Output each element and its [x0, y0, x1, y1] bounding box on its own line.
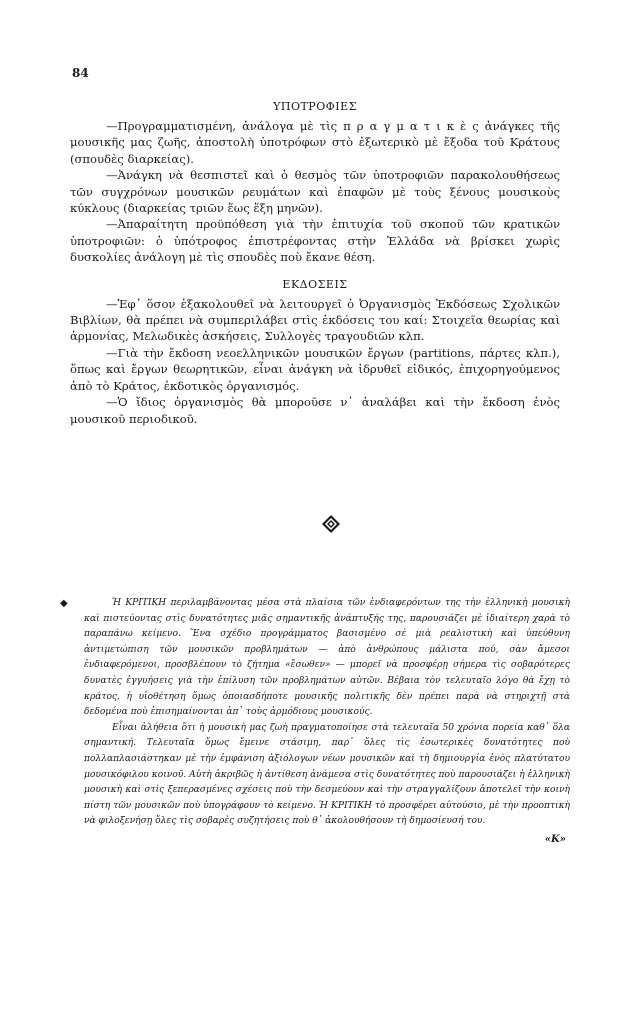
editorial-paragraph: [60, 596, 570, 721]
black-diamond-icon: ◆: [60, 598, 68, 609]
paragraph: —Ἀνάγκη νὰ θεσπιστεῖ καὶ ὁ θεσμὸς τῶν ὑποτροφιῶν παρακολουθήσεως τῶν συγχρόνων μουσικῶν ρευμάτων καὶ ἐπαφῶν μὲ τοὺς ξένους μουσικοὺς κύκλους (διαρκείας τριῶν ἕως ἕξη μηνῶν).: [70, 168, 560, 216]
diamond-ornament-icon: [322, 515, 340, 533]
editorial-paragraph: Εἶναι ἀλήθεια ὅτι ἡ μουσικὴ μας ζωὴ πραγματοποίησε στὰ τελευταῖα 50 χρόνια πορεία καθ᾿ ὅλα σημαντική. Τελευταῖα ὅμως ἔμεινε στάσιμη, παρ᾿ ὅλες τὶς ἐσωτερικὲς δυνατότητες ποὺ πολλαπλασιάστηκαν μὲ τὴν ἐμφάνιση ἀξιόλογων νέων μουσικῶν καὶ τὴ δημιουργία ἑνὸς πλατύτατου μουσικόφιλου κοινοῦ. Αὐτὴ ἀκριβῶς ἡ ἀντίθεση ἀνάμεσα στὶς δυνατότητες ποὺ παρουσιάζει ἡ ἑλληνικὴ μουσικὴ καὶ στὶς ξεπερασμένες σχέσεις ποὺ τὴν δεσμεύουν καὶ τὴν στραγγαλίζουν ἀποτελεῖ τὴν κοινὴ πίστη τῶν μουσικῶν ποὺ ὑπογράφουν τὸ κείμενο. Ἡ ΚΡΙΤΙΚΗ τὸ προσφέρει αὐτούσιο, μὲ τὴν προοπτικὴ νὰ φιλοξενήσῃ ὅλες τὶς σοβαρὲς συζητήσεις ποὺ θ᾿ ἀκολουθήσουν τὴ δημοσίευσή του.: [84, 722, 570, 827]
paragraph: —Ἐφ᾿ ὅσον ἐξακολουθεῖ νὰ λειτουργεῖ ὁ Ὀργανισμὸς Ἐκδόσεως Σχολικῶν Βιβλίων, θὰ πρέπει νὰ συμπεριλάβει στὶς ἐκδόσεις του καί: Στοιχεῖα θεωρίας καὶ ἁρμονίας, Μελωδικὲς ἀσκήσεις, Συλλογὲς τραγουδιῶν κλπ.: [70, 296, 560, 344]
section-heading: ΥΠΟΤΡΟΦΙΕΣ: [273, 100, 357, 113]
paragraph: —Ἀπαραίτητη προϋπόθεση γιὰ τὴν ἐπιτυχία τοῦ σκοποῦ τῶν κρατικῶν ὑποτροφιῶν: ὁ ὑπότροφος ἐπιστρέφοντας στὴν Ἑλλάδα νὰ βρίσκει χωρὶς δυσκολίες ἀνάλογη μὲ τὶς σπουδὲς ποὺ ἔκανε θέση.: [70, 217, 560, 265]
section-heading: ΕΚΔΟΣΕΙΣ: [282, 277, 348, 291]
paragraph: —Προγραμματισμένη, ἀνάλογα μὲ τὶς π ρ α γ μ α τ ι κ ὲ ς ἀνάγκες τῆς μουσικῆς μας ζωῆς, ἀποστολὴ ὑποτρόφων στὸ ἐξωτερικὸ μὲ ἔξοδα τοῦ Κράτους (σπουδὲς διαρκείας).: [70, 119, 560, 166]
editorial-note: [60, 596, 570, 845]
main-text: [70, 100, 560, 439]
section-publications: [70, 278, 560, 427]
editorial-text: Ἡ ΚΡΙΤΙΚΗ περιλαμβάνοντας μέσα στὰ πλαίσια τῶν ἐνδιαφερόντων της τὴν ἑλληνικὴ μουσικὴ καὶ πιστεύοντας στὶς δυνατότητες μιᾶς σημαντικῆς ἀνάπτυξής της, παρουσιάζει μὲ ἰδιαίτερη χαρὰ τὸ παραπάνω κείμενο. Ἕνα σχέδιο προγράμματος βασισμένο σὲ μιὰ ρεαλιστικὴ καὶ ὑπεύθυνη ἀντιμετώπιση τῶν μουσικῶν προβλημάτων — ἀπὸ ἀνθρώπους μάλιστα πού, σὰν ἄμεσοι ἐνδιαφερόμενοι, προσβλέπουν τὸ ζήτημα «ἔσωθεν» — μπορεῖ νὰ προσφέρῃ σήμερα τὶς σοβαρότερες δυνατὲς ἐγγυήσεις γιὰ τὴν ἐπίλυση τῶν προβλημάτων αὐτῶν. Βέβαια τὸν τελευταῖο λόγο θὰ ἔχῃ τὸ κράτος, ἡ υἱοθέτηση ὅμως ὁποιασδήποτε μουσικῆς πολιτικῆς δὲν πρέπει παρὰ νὰ στηριχτῇ στὰ δεδομένα ποὺ ἐπισημαίνονται ἀπ᾿ τοὺς ἁρμόδιους μουσικούς.: [84, 598, 570, 718]
paragraph: —Γιὰ τὴν ἔκδοση νεοελληνικῶν μουσικῶν ἔργων (partitions, πάρτες κλπ.), ὅπως καὶ ἔργων θεωρητικῶν, εἶναι ἀνάγκη νὰ ἱδρυθεῖ εἰδικός, ἐπιχορηγούμενος ἀπὸ τὸ Κράτος, ἐκδοτικὸς ὀργανισμός.: [70, 345, 560, 393]
signature: «Κ»: [544, 833, 566, 845]
paragraph: —Ὁ ἴδιος ὀργανισμὸς θὰ μποροῦσε ν᾿ ἀναλάβει καὶ τὴν ἔκδοση ἑνὸς μουσικοῦ περιοδικοῦ.: [70, 395, 560, 426]
section-scholarships: [70, 100, 560, 266]
page-number: 84: [72, 66, 89, 80]
